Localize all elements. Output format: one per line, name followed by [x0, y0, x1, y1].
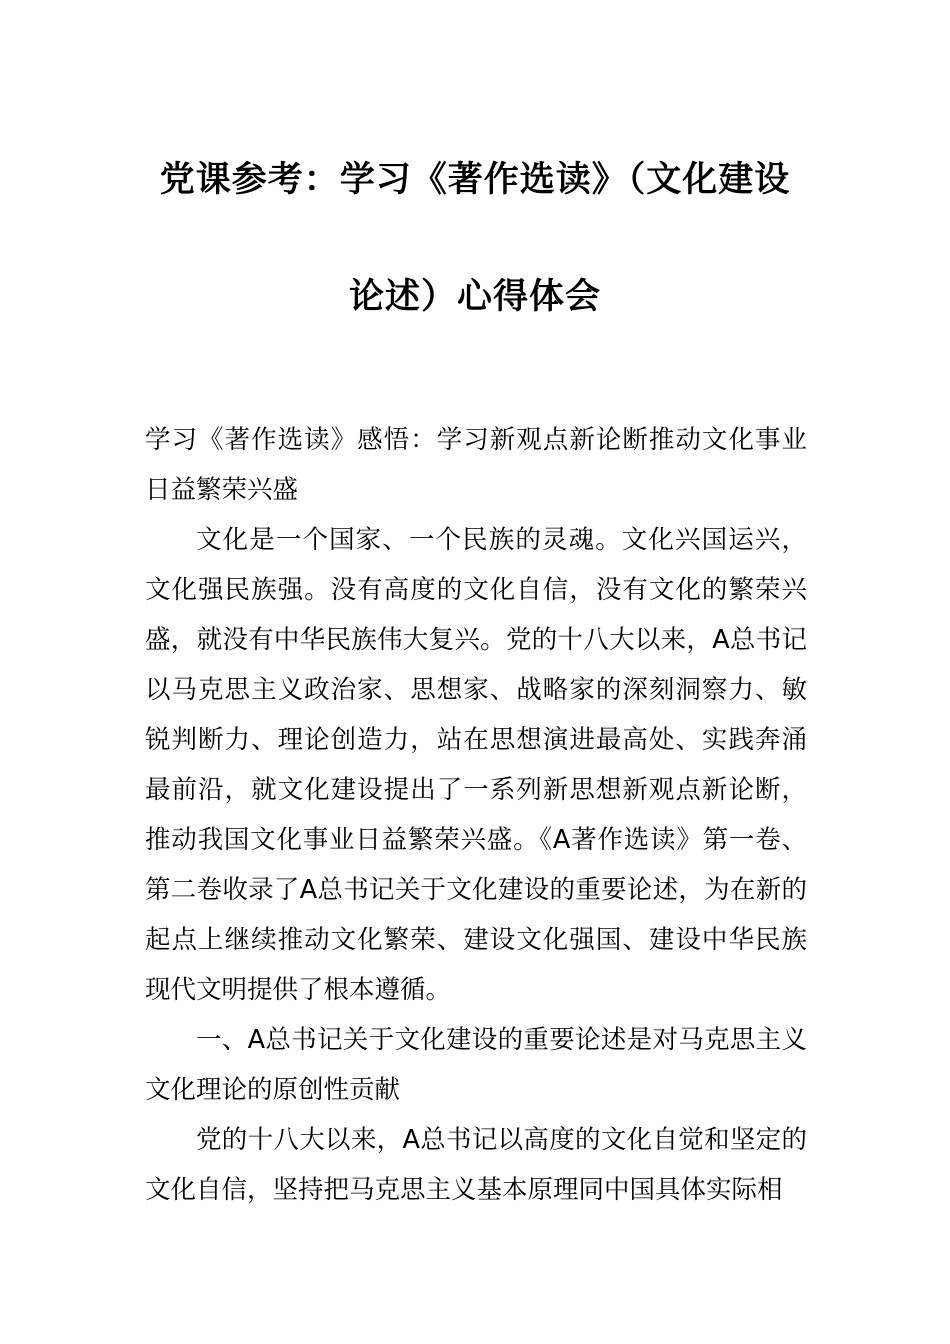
document-title-line-2: 论述）心得体会	[348, 277, 601, 317]
section-heading: 一、A总书记关于文化建设的重要论述是对马克思主义文化理论的原创性贡献	[145, 1025, 807, 1105]
subtitle-paragraph: 学习《著作选读》感悟：学习新观点新论断推动文化事业日益繁荣兴盛	[145, 425, 807, 505]
body-paragraph: 党的十八大以来，A总书记以高度的文化自觉和坚定的文化自信，坚持把马克思主义基本原理同中国具体实际相	[145, 1125, 807, 1205]
body-paragraph: 文化是一个国家、一个民族的灵魂。文化兴国运兴，文化强民族强。没有高度的文化自信，没有文化的繁荣兴盛，就没有中华民族伟大复兴。党的十八大以来，A总书记以马克思主义政治家、思想家、战略家的深刻洞察力、敏锐判断力、理论创造力，站在思想演进最高处、实践奔涌最前沿，就文化建设提出了一系列新思想新观点新论断，推动我国文化事业日益繁荣兴盛。《A著作选读》第一卷、第二卷收录了A总书记关于文化建设的重要论述，为在新的起点上继续推动文化繁荣、建设文化强国、建设中华民族现代文明提供了根本遵循。	[145, 525, 807, 1005]
document-title-line-1: 党课参考：学习《著作选读》（文化建设	[159, 160, 791, 200]
document-body	[145, 415, 807, 1215]
